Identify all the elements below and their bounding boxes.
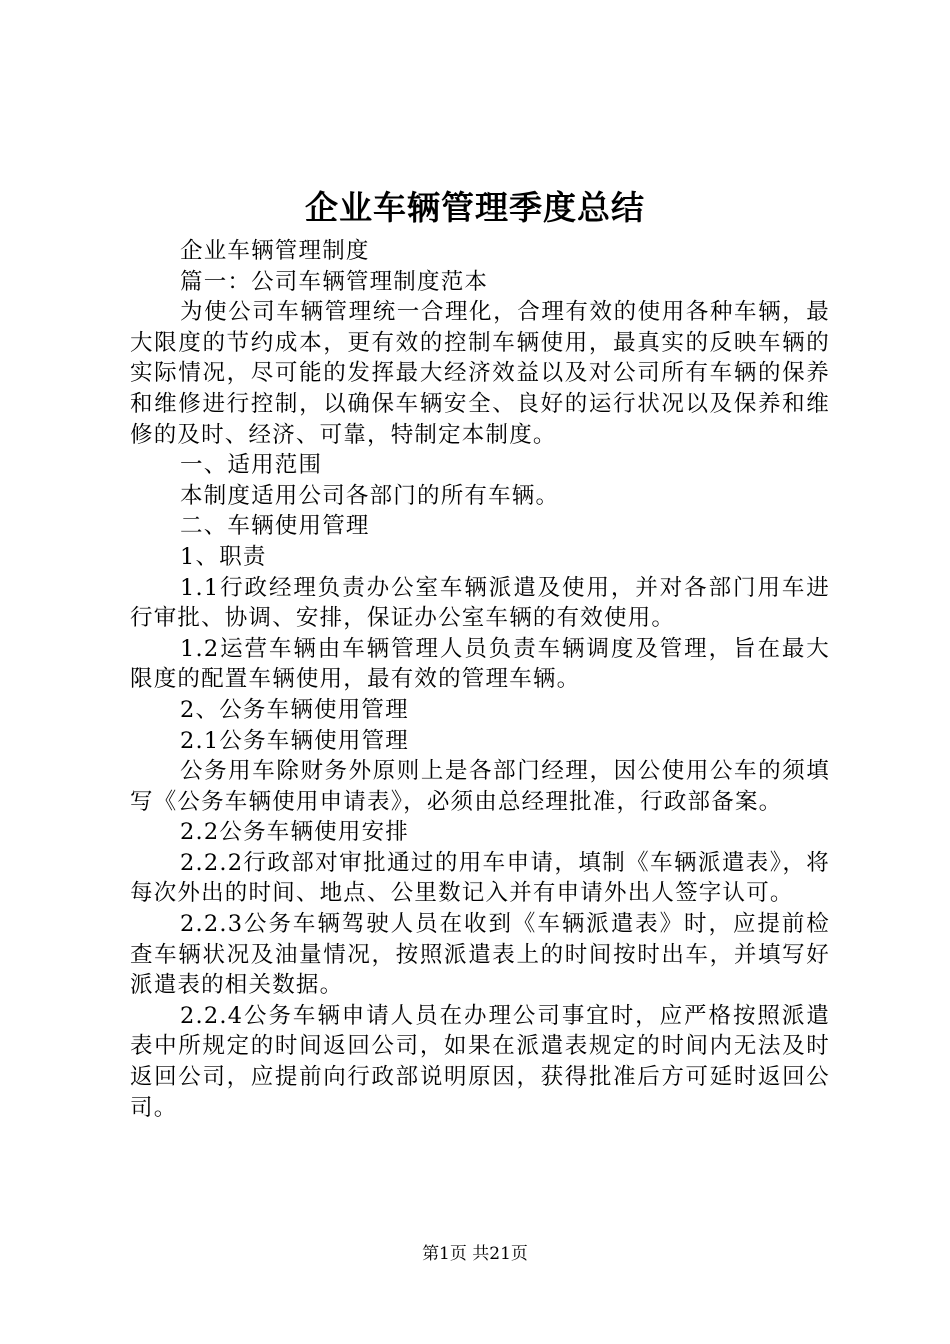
paragraph: 2.2.3公务车辆驾驶人员在收到《车辆派遣表》时，应提前检查车辆状况及油量情况，按照派遣表上的时间按时出车，并填写好派遣表的相关数据。 bbox=[130, 911, 830, 999]
document-title: 企业车辆管理季度总结 bbox=[305, 188, 645, 227]
paragraph: 1.1行政经理负责办公室车辆派遣及使用，并对各部门用车进行审批、协调、安排，保证办公室车辆的有效使用。 bbox=[130, 574, 830, 632]
document-body bbox=[130, 236, 830, 1123]
section-heading: 二、车辆使用管理 bbox=[180, 513, 370, 540]
paragraph: 为使公司车辆管理统一合理化，合理有效的使用各种车辆，最大限度的节约成本，更有效的控制车辆使用，最真实的反映车辆的实际情况，尽可能的发挥最大经济效益以及对公司所有车辆的保养和维修进行控制，以确保车辆安全、良好的运行状况以及保养和维修的及时、经济、可靠，特制定本制度。 bbox=[130, 299, 830, 448]
paragraph: 1.2运营车辆由车辆管理人员负责车辆调度及管理，旨在最大限度的配置车辆使用，最有效的管理车辆。 bbox=[130, 635, 830, 693]
page-footer: 第1页 共21页 bbox=[422, 1244, 528, 1264]
paragraph: 企业车辆管理制度 bbox=[180, 238, 370, 264]
paragraph: 公务用车除财务外原则上是各部门经理，因公使用公车的须填写《公务车辆使用申请表》，必须由总经理批准，行政部备案。 bbox=[130, 758, 830, 815]
section-heading: 一、适用范围 bbox=[180, 452, 323, 479]
subsection-heading: 2.1公务车辆使用管理 bbox=[180, 727, 409, 754]
paragraph: 篇一：公司车辆管理制度范本 bbox=[180, 268, 489, 295]
subsection-heading: 2.2公务车辆使用安排 bbox=[180, 819, 409, 846]
paragraph: 2.2.4公务车辆申请人员在办理公司事宜时，应严格按照派遣表中所规定的时间返回公司，如果在派遣表规定的时间内无法及时返回公司，应提前向行政部说明原因，获得批准后方可延时返回公司。 bbox=[130, 1002, 830, 1121]
subsection-heading: 1、职责 bbox=[180, 543, 267, 570]
paragraph: 2.2.2行政部对审批通过的用车申请，填制《车辆派遣表》，将每次外出的时间、地点、公里数记入并有申请外出人签字认可。 bbox=[130, 849, 830, 907]
subsection-heading: 2、公务车辆使用管理 bbox=[180, 696, 409, 723]
paragraph: 本制度适用公司各部门的所有车辆。 bbox=[180, 482, 560, 509]
